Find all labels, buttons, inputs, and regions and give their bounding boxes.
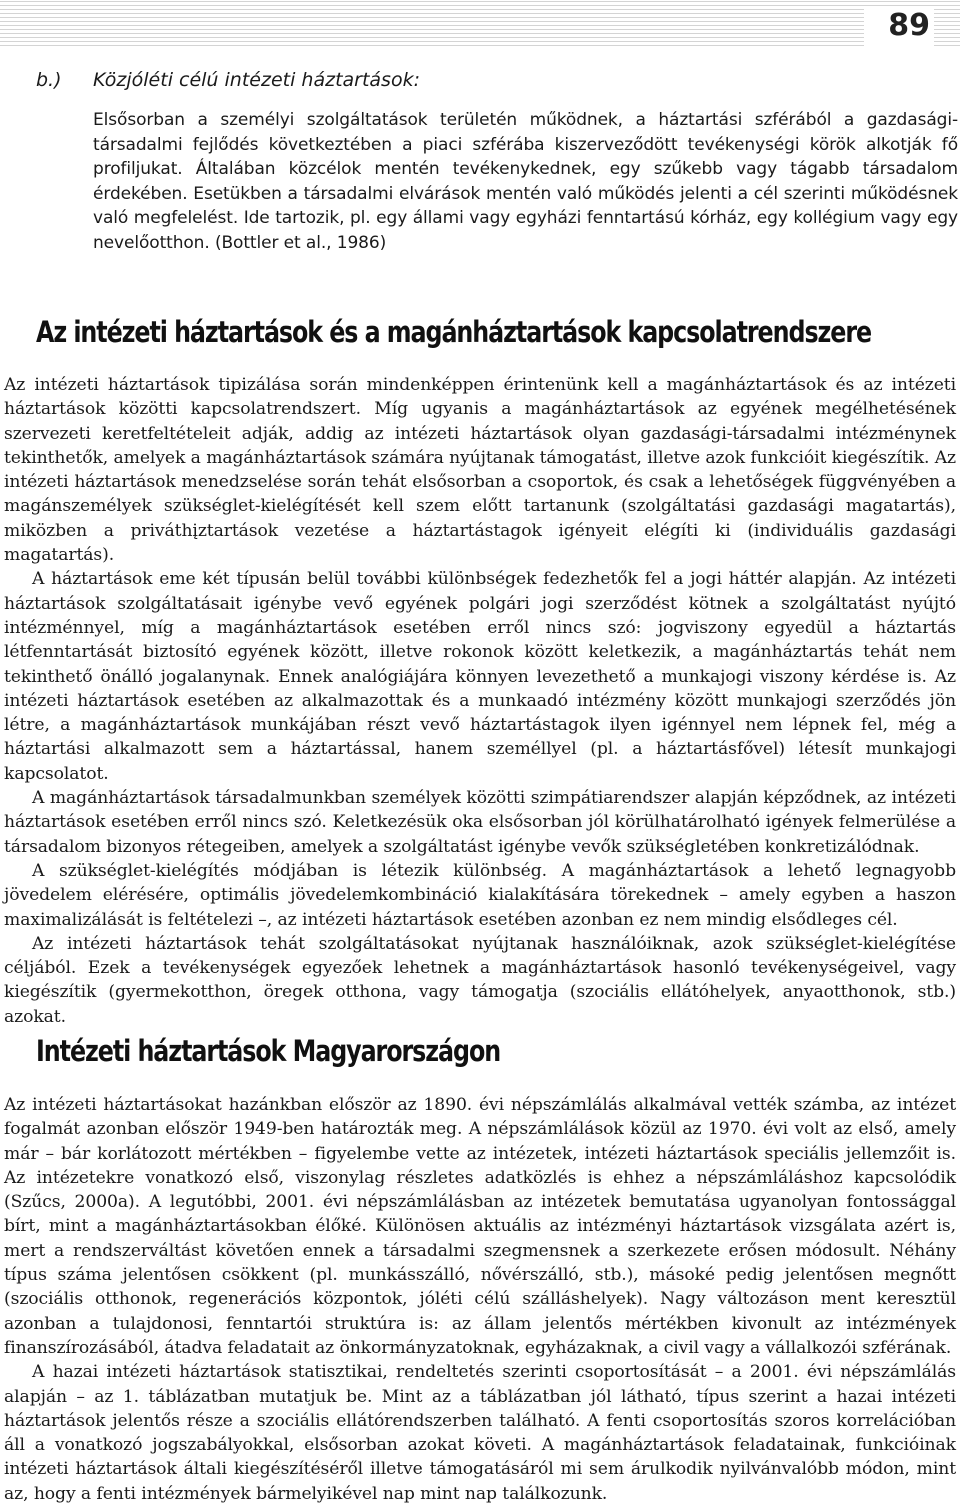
section-b-title: Közjóléti célú intézeti háztartások: — [93, 69, 420, 91]
paragraph: Az intézeti háztartások tehát szolgáltatásokat nyújtanak használóiknak, azok szükséglet-kielégítése céljából. Ezek a tevékenységek egyezőek lehetnek a magánháztartások hasonló tevékenységeivel, vagy kiegészítik (gyermekotthon, öregek otthona, vagy támogatja (szociális ellátóhelyek, anyaotthonok, stb.) azokat. — [4, 933, 956, 1027]
paragraph: A háztartások eme két típusán belül további különbségek fedezhetők fel a jogi háttér alapján. Az intézeti háztartások szolgáltatásait igénybe vevő egyének polgári jogi szerződést kötnek a szolgáltatást nyújtó intézménnyel, míg a magánháztartások esetében erről nincs szó: jogviszony egyedül a háztartás létfenntartását biztosító egyének között, illetve rokonok között keletkezik, a magánháztartás tehát nem tekinthető önálló jogalanynak. Ennek analógiájára könnyen levezethető a munkajogi viszony kérdése is. Az intézeti háztartások esetében az alkalmazottak és a munkaadó intézmény között munkajogi szerződés jön létre, a magánháztartások munkájában részt vevő háztartástagok ilyen igénnyel nem lépnek fel, még a háztartási alkalmazott sem a háztartással, hanem személlyel (pl. a háztartásfővel) létesít munkajogi kapcsolatot. — [4, 569, 956, 784]
paragraph: A magánháztartások társadalmunkban személyek közötti szimpátiarendszer alapján képződnek, az intézeti háztartások esetében erről nincs szó. Keletkezésük oka elsősorban jól körülhatárolható igények felmerülése a társadalom bizonyos rétegeiben, amelyek a szolgáltatást igénybe vevők szükségletében konkretizálódnak. — [4, 788, 956, 857]
page-number: 89 — [864, 6, 934, 46]
section-b — [36, 66, 956, 256]
section-hungary-body — [4, 1093, 956, 1506]
paragraph: Az intézeti háztartásokat hazánkban először az 1890. évi népszámlálás alkalmával vették számba, az intézet fogalmát azonban először 1949-ben határozták meg. A népszámlálások közül az 1970. évi volt az első, amely már – bár korlátozott mértékben – figyelembe vette az intézetek, intézeti háztartások speciális jellemzőit is. Az intézetekre vonatkozó első, viszonylag részletes adatközlés is ehhez a népszámláláshoz kapcsolódik (Szűcs, 2000a). A legutóbbi, 2001. évi népszámlálásban az intézetek bemutatása ugyanolyan fontossággal bírt, mint a magánháztartásokban élőké. Különösen aktuális az intézményi háztartások vizsgálata azért is, mert a rendszerváltást követően ennek a társadalmi szegmensnek a szerkezete erősen módosult. Néhány típus száma jelentősen csökkent (pl. munkásszálló, nővérszálló, stb.), másoké pedig jelentősen megnőtt (szociális otthonok, regenerációs központok, jóléti célú szálláshelyek). Nagy változáson ment keresztül azonban a tulajdonosi, fenntartói struktúra is: az állam jelentős mértékben kivonult az intézmények finanszírozásából, átadva feladatait az önkormányzatoknak, egyházaknak, a civil vagy a vállalkozói szférának. — [4, 1095, 956, 1358]
section-relations-body — [4, 373, 956, 1029]
paragraph: Az intézeti háztartások tipizálása során mindenképpen érintenünk kell a magánháztartások és az intézeti háztartások közötti kapcsolatrendszert. Míg ugyanis a magánháztartások az egyének megélhetésének szervezeti keretfeltételeit adják, addig az intézeti háztartások olyan gazdasági-társadalmi intézménynek tekinthetők, amelyek a magánháztartások számára nyújtanak támogatást, illetve azok funkcióit kiegészítik. Az intézeti háztartások menedzselése során tehát elsősorban a csoportok, és csak a lehetőségek függvényében a magánszemélyek szükséglet-kielégítését kell szem előtt tartanunk (szolgáltatási gazdasági magatartás), miközben a priváthįztartások vezetése a háztartástagok igényeit elégíti ki (individuális gazdasági magatartás). — [4, 375, 957, 566]
paragraph: A hazai intézeti háztartások statisztikai, rendeltetés szerinti csoportosítását – a 2001. évi népszámlálás alapján – az 1. táblázatban mutatjuk be. Mint az a táblázatban jól látható, típus szerint a hazai intézeti háztartások jelentős része a szociális ellátórendszerben található. A fenti csoportosítás szoros korrelációban áll a vonatkozó jogszabályokkal, elsősorban azokat követi. A magánháztartások feladatainak, funkcióinak intézeti háztartások általi kiegészítéséről illetve támogatásáról mi sem árulkodik nyilvánvalóbb módon, mint az, hogy a fenti intézmények bármelyikével nap mint nap találkozunk. — [4, 1362, 956, 1504]
list-marker: b.) — [36, 69, 62, 91]
section-heading-hungary: Intézeti háztartások Magyarországon — [36, 1034, 501, 1068]
section-heading-relations: Az intézeti háztartások és a magánháztartások kapcsolatrendszere — [36, 315, 872, 349]
section-b-heading — [36, 66, 956, 94]
paragraph: A szükséglet-kielégítés módjában is létezik különbség. A magánháztartások a lehető legnagyobb jövedelem elérésére, optimális jövedelemkombináció kialakítására törekednek – amely egyben a haszon maximalizálását is feltételezi –, az intézeti háztartások esetében azonban ez nem mindig elsődleges cél. — [4, 860, 956, 930]
section-b-paragraph: Elsősorban a személyi szolgáltatások területén működnek, a háztartási szférából a gazdasági-társadalmi fejlődés következtében a piaci szférába kiszerveződött tevékenységi körök alkotják fő profiljukat. Általában közcélok mentén tevékenykednek, egy szűkebb vagy tágabb társadalom érdekében. Esetükben a társadalmi elvárások mentén való működés jelenti a cél szerinti működésnek való megfelelést. Ide tartozik, pl. egy állami vagy egyházi fenntartású kórház, egy kollégium vagy egy nevelőotthon. (Bottler et al., 1986) — [93, 110, 958, 253]
header-band — [0, 0, 960, 46]
